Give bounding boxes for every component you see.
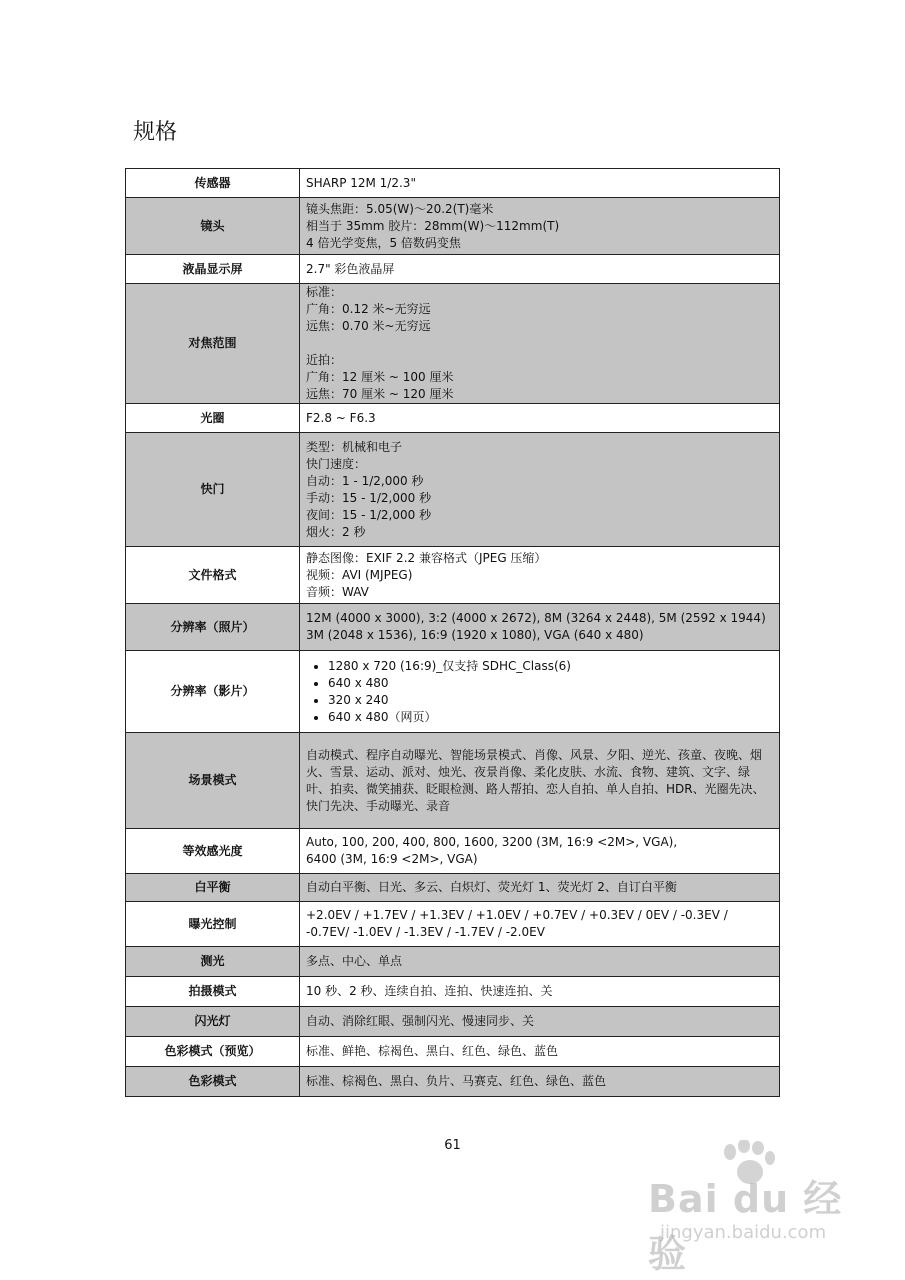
watermark xyxy=(640,1140,880,1276)
spec-label: 对焦范围 xyxy=(126,284,300,404)
spec-row xyxy=(126,198,780,255)
spec-label: 拍摄模式 xyxy=(126,977,300,1007)
spec-row xyxy=(126,733,780,829)
spec-row xyxy=(126,874,780,902)
spec-value: 12M (4000 x 3000), 3:2 (4000 x 2672), 8M (3264 x 2448), 5M (2592 x 1944) 3M (2048 x 1536), 16:9 (1920 x 1080), VGA (640 x 480) xyxy=(300,604,780,651)
spec-row xyxy=(126,604,780,651)
spec-value: 多点、中心、单点 xyxy=(300,947,780,977)
spec-table xyxy=(125,168,780,1097)
spec-label: 光圈 xyxy=(126,404,300,433)
spec-value: F2.8 ~ F6.3 xyxy=(300,404,780,433)
spec-row xyxy=(126,1037,780,1067)
spec-value-list xyxy=(306,658,773,726)
spec-value: 类型：机械和电子 快门速度： 自动：1 - 1/2,000 秒 手动：15 - 1/2,000 秒 夜间：15 - 1/2,000 秒 烟火：2 秒 xyxy=(300,433,780,547)
spec-label: 测光 xyxy=(126,947,300,977)
spec-row xyxy=(126,547,780,604)
spec-label: 曝光控制 xyxy=(126,902,300,947)
spec-label: 场景模式 xyxy=(126,733,300,829)
spec-row xyxy=(126,977,780,1007)
list-item: • 640 x 480 xyxy=(328,675,773,692)
spec-value: 静态图像：EXIF 2.2 兼容格式（JPEG 压缩） 视频：AVI (MJPEG) 音频：WAV xyxy=(300,547,780,604)
page-number: 61 xyxy=(444,1138,461,1153)
spec-row xyxy=(126,284,780,404)
watermark-logo: Bai du 经验 xyxy=(648,1177,843,1276)
spec-label: 镜头 xyxy=(126,198,300,255)
spec-row xyxy=(126,651,780,733)
spec-label: 色彩模式（预览） xyxy=(126,1037,300,1067)
spec-row xyxy=(126,902,780,947)
page-title: 规格 xyxy=(133,120,178,145)
list-item: • 320 x 240 xyxy=(328,692,773,709)
spec-value: 10 秒、2 秒、连续自拍、连拍、快速连拍、关 xyxy=(300,977,780,1007)
spec-label: 快门 xyxy=(126,433,300,547)
spec-row xyxy=(126,829,780,874)
spec-row xyxy=(126,404,780,433)
spec-value: Auto, 100, 200, 400, 800, 1600, 3200 (3M, 16:9 <2M>, VGA), 6400 (3M, 16:9 <2M>, VGA) xyxy=(300,829,780,874)
spec-label: 传感器 xyxy=(126,169,300,198)
spec-row xyxy=(126,169,780,198)
spec-row xyxy=(126,947,780,977)
spec-value: 标准、棕褐色、黑白、负片、马赛克、红色、绿色、蓝色 xyxy=(300,1067,780,1097)
spec-value xyxy=(300,651,780,733)
spec-label: 文件格式 xyxy=(126,547,300,604)
list-item: • 1280 x 720 (16:9)_仅支持 SDHC_Class(6) xyxy=(328,658,773,675)
spec-row xyxy=(126,1067,780,1097)
spec-value: +2.0EV / +1.7EV / +1.3EV / +1.0EV / +0.7EV / +0.3EV / 0EV / -0.3EV / -0.7EV/ -1.0EV / -1.3EV / -1.7EV / -2.0EV xyxy=(300,902,780,947)
spec-label: 液晶显示屏 xyxy=(126,255,300,284)
spec-label: 分辨率（影片） xyxy=(126,651,300,733)
spec-value: 自动模式、程序自动曝光、智能场景模式、肖像、风景、夕阳、逆光、孩童、夜晚、烟火、雪景、运动、派对、烛光、夜景肖像、柔化皮肤、水流、食物、建筑、文字、绿叶、拍卖、微笑捕获、眨眼检测、路人帮拍、恋人自拍、单人自拍、HDR、光圈先决、快门先决、手动曝光、录音 xyxy=(300,733,780,829)
spec-label: 白平衡 xyxy=(126,874,300,902)
spec-value: 标准、鲜艳、棕褐色、黑白、红色、绿色、蓝色 xyxy=(300,1037,780,1067)
list-item: • 640 x 480（网页） xyxy=(328,709,773,726)
spec-label: 分辨率（照片） xyxy=(126,604,300,651)
spec-value: 自动、消除红眼、强制闪光、慢速同步、关 xyxy=(300,1007,780,1037)
watermark-url: jingyan.baidu.com xyxy=(660,1222,827,1243)
spec-value: 标准： 广角：0.12 米~无穷远 远焦：0.70 米~无穷远 近拍： 广角：12 厘米 ~ 100 厘米 远焦：70 厘米 ~ 120 厘米 xyxy=(300,284,780,404)
spec-value: 自动白平衡、日光、多云、白炽灯、荧光灯 1、荧光灯 2、自订白平衡 xyxy=(300,874,780,902)
spec-row xyxy=(126,1007,780,1037)
spec-label: 闪光灯 xyxy=(126,1007,300,1037)
spec-table-body xyxy=(126,169,780,1097)
spec-label: 色彩模式 xyxy=(126,1067,300,1097)
spec-value: 镜头焦距：5.05(W)～20.2(T)毫米 相当于 35mm 胶片：28mm(W)～112mm(T) 4 倍光学变焦，5 倍数码变焦 xyxy=(300,198,780,255)
spec-row xyxy=(126,255,780,284)
spec-row xyxy=(126,433,780,547)
spec-label: 等效感光度 xyxy=(126,829,300,874)
spec-value: 2.7" 彩色液晶屏 xyxy=(300,255,780,284)
spec-value: SHARP 12M 1/2.3" xyxy=(300,169,780,198)
